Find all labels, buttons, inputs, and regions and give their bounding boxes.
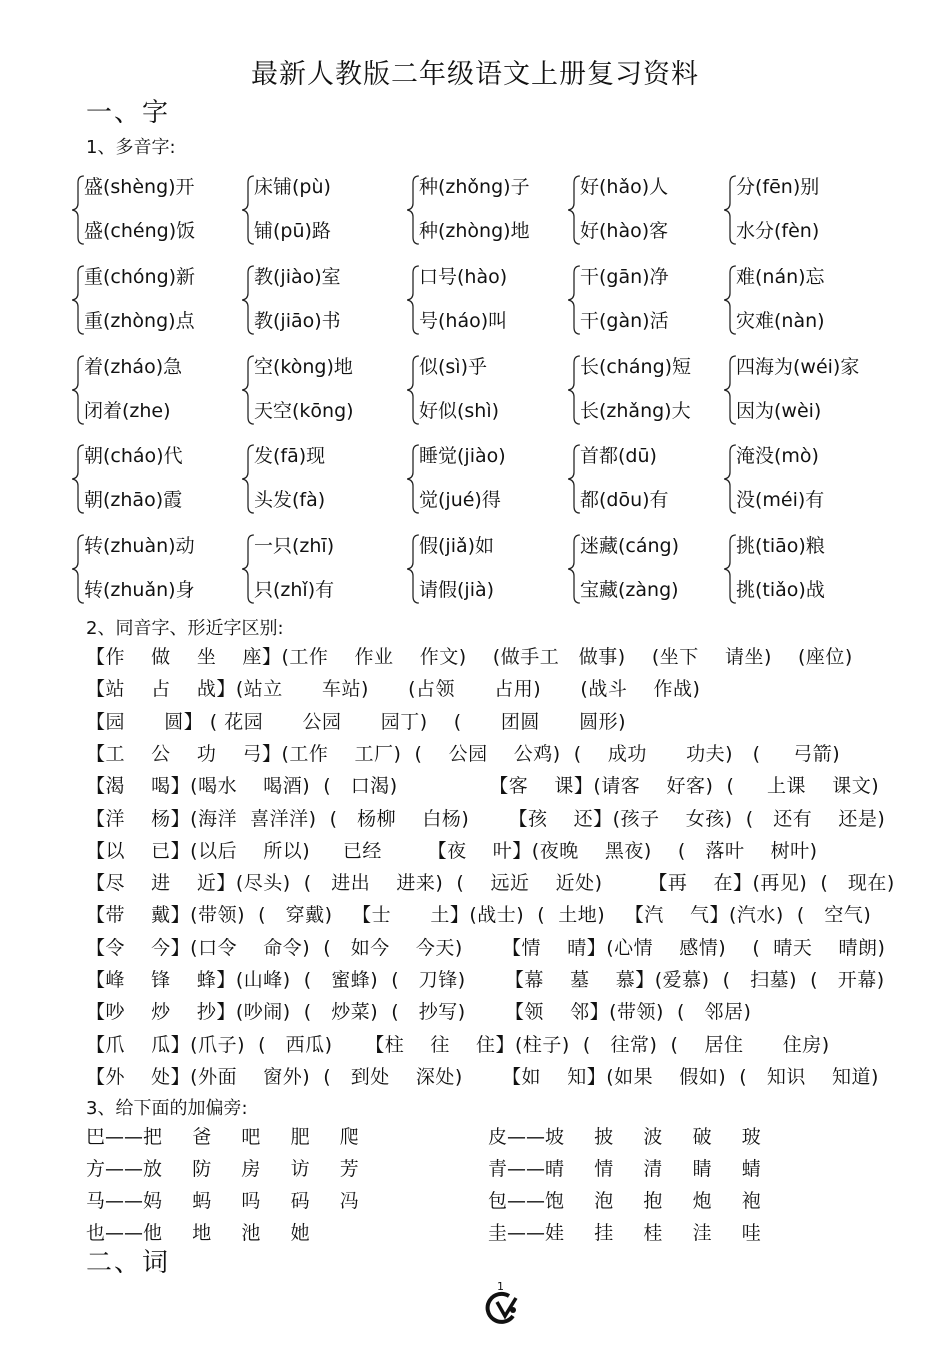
polyphonic-word: 迷藏(cáng) <box>580 535 680 557</box>
polyphonic-word: 一只(zhī) <box>254 535 335 557</box>
polyphonic-word: 好似(shì) <box>419 400 500 422</box>
homophone-line: 【渴 喝】(喝水 喝酒) ( 口渴) 【客 课】(请客 好客) ( 上课 课文) <box>86 775 880 798</box>
polyphonic-word: 干(gàn)活 <box>580 310 669 332</box>
homophone-line: 【吵 炒 抄】(吵闹) ( 炒菜) ( 抄写) 【领 邻】(带领) ( 邻居) <box>86 1001 752 1024</box>
radical-line: 圭——娃 挂 桂 洼 哇 <box>488 1222 761 1244</box>
radical-line: 巴——把 爸 吧 肥 爬 <box>86 1126 359 1148</box>
polyphonic-word: 着(zháo)急 <box>84 356 183 378</box>
polyphonic-word: 重(zhòng)点 <box>84 310 195 332</box>
polyphonic-word: 长(cháng)短 <box>580 356 692 378</box>
homophone-line: 【带 戴】(带领) ( 穿戴) 【士 土】(战士) ( 土地) 【汽 气】(汽水) ( 空气) <box>86 904 872 927</box>
homophone-line: 【爪 瓜】(爪子) ( 西瓜) 【柱 往 住】(柱子) ( 往常) ( 居住 住房) <box>86 1033 830 1056</box>
radical-line: 方——放 防 房 访 芳 <box>86 1158 359 1180</box>
polyphonic-word: 难(nán)忘 <box>736 266 825 288</box>
polyphonic-word: 好(hào)客 <box>580 220 669 242</box>
page-number: 1 <box>497 1280 504 1293</box>
homophone-line: 【作 做 坐 座】(工作 作业 作文) (做手工 做事) (坐下 请坐) (座位) <box>86 646 853 668</box>
polyphonic-word: 朝(zhāo)霞 <box>84 489 183 511</box>
polyphonic-word: 分(fēn)别 <box>736 176 820 198</box>
radical-line: 也——他 地 池 她 <box>86 1222 310 1244</box>
publisher-logo-icon <box>483 1290 523 1326</box>
polyphonic-word: 空(kòng)地 <box>254 356 353 378</box>
polyphonic-word: 水分(fèn) <box>736 220 820 242</box>
homophone-line: 【峰 锋 蜂】(山峰) ( 蜜蜂) ( 刀锋) 【幕 墓 慕】(爱慕) ( 扫墓) ( 开幕) <box>86 969 885 991</box>
polyphonic-word: 因为(wèi) <box>736 400 822 422</box>
polyphonic-word: 长(zhǎng)大 <box>580 400 691 422</box>
polyphonic-word: 铺(pū)路 <box>254 220 331 242</box>
homophone-line: 【外 处】(外面 窗外) ( 到处 深处) 【如 知】(如果 假如) ( 知识 知道) <box>86 1065 879 1088</box>
polyphonic-word: 盛(shèng)开 <box>84 176 195 198</box>
polyphonic-word: 转(zhuǎn)身 <box>84 579 195 601</box>
polyphonic-word: 请假(jià) <box>419 579 495 601</box>
radical-line: 马——妈 蚂 吗 码 冯 <box>86 1190 359 1212</box>
polyphonic-word: 头发(fà) <box>254 489 326 511</box>
polyphonic-word: 灾难(nàn) <box>736 310 825 332</box>
polyphonic-word: 种(zhǒng)子 <box>419 176 530 198</box>
polyphonic-word: 睡觉(jiào) <box>419 445 506 467</box>
polyphonic-word: 似(sì)乎 <box>419 356 488 378</box>
homophone-line: 【令 今】(口令 命令) ( 如今 今天) 【情 晴】(心情 感情) ( 晴天 晴朗) <box>86 936 886 959</box>
radical-line: 青——晴 情 清 睛 蜻 <box>488 1158 761 1180</box>
polyphonic-word: 首都(dū) <box>580 445 657 467</box>
polyphonic-word: 种(zhòng)地 <box>419 220 530 242</box>
radical-line: 皮——坡 披 波 破 玻 <box>488 1126 761 1148</box>
polyphonic-word: 觉(jué)得 <box>419 489 501 511</box>
polyphonic-word: 都(dōu)有 <box>580 489 669 511</box>
page-title: 最新人教版二年级语文上册复习资料 <box>251 59 699 90</box>
section-heading-characters: 一、字 <box>86 98 171 128</box>
subheading-polyphonic: 1、多音字: <box>86 137 176 158</box>
polyphonic-word: 发(fā)现 <box>254 445 326 467</box>
polyphonic-word: 号(háo)叫 <box>419 310 508 332</box>
polyphonic-word: 四海为(wéi)家 <box>736 356 860 378</box>
polyphonic-word: 闭着(zhe) <box>84 400 171 422</box>
radical-line: 包——饱 泡 抱 炮 袍 <box>488 1190 761 1212</box>
polyphonic-word: 盛(chéng)饭 <box>84 220 196 242</box>
subheading-homophones: 2、同音字、形近字区别: <box>86 618 284 639</box>
polyphonic-word: 天空(kōng) <box>254 400 354 422</box>
polyphonic-word: 只(zhǐ)有 <box>254 579 335 601</box>
homophone-line: 【尽 进 近】(尽头) ( 进出 进来) ( 远近 近处) 【再 在】(再见) ( 现在) <box>86 872 895 895</box>
homophone-line: 【工 公 功 弓】(工作 工厂) ( 公园 公鸡) ( 成功 功夫) ( 弓箭) <box>86 742 841 765</box>
polyphonic-word: 假(jiǎ)如 <box>419 535 495 557</box>
homophone-line: 【洋 杨】(海洋 喜洋洋) ( 杨柳 白杨) 【孩 还】(孩子 女孩) ( 还有 还是) <box>86 807 886 830</box>
homophone-line: 【园 圆】 ( 花园 公园 园丁) ( 团圆 圆形) <box>86 710 627 733</box>
homophone-line: 【以 已】(以后 所以) 已经 【夜 叶】(夜晚 黑夜) ( 落叶 树叶) <box>86 839 818 862</box>
polyphonic-word: 挑(tiǎo)战 <box>736 579 825 601</box>
polyphonic-word: 转(zhuàn)动 <box>84 535 195 557</box>
polyphonic-word: 朝(cháo)代 <box>84 445 183 467</box>
polyphonic-word: 好(hǎo)人 <box>580 176 669 198</box>
polyphonic-word: 教(jiāo)书 <box>254 310 341 332</box>
polyphonic-word: 淹没(mò) <box>736 445 819 467</box>
subheading-radicals: 3、给下面的加偏旁: <box>86 1098 248 1119</box>
polyphonic-word: 挑(tiāo)粮 <box>736 535 825 557</box>
homophone-line: 【站 占 战】(站立 车站) (占领 占用) (战斗 作战) <box>86 678 701 701</box>
polyphonic-word: 干(gān)净 <box>580 266 669 288</box>
polyphonic-word: 重(chóng)新 <box>84 266 196 288</box>
polyphonic-word: 教(jiào)室 <box>254 266 341 288</box>
polyphonic-word: 床铺(pù) <box>254 176 331 198</box>
polyphonic-word: 口号(hào) <box>419 266 508 288</box>
section-heading-words: 二、词 <box>86 1248 171 1278</box>
polyphonic-word: 宝藏(zàng) <box>580 579 679 601</box>
polyphonic-word: 没(méi)有 <box>736 489 825 511</box>
